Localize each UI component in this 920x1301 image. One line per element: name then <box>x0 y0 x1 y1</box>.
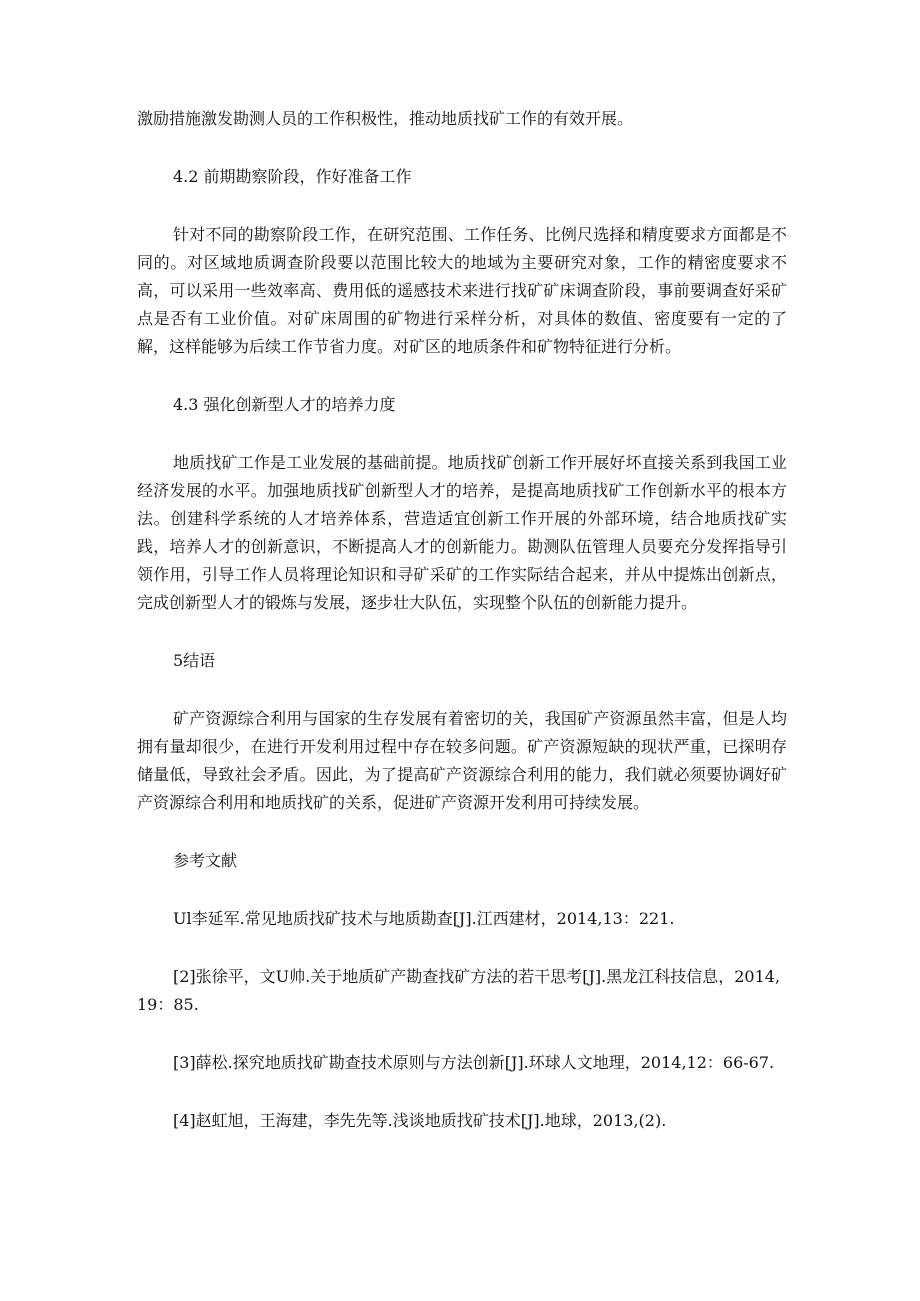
reference-item-1: Ul李延军.常见地质找矿技术与地质勘查[J].江西建材，2014,13：221. <box>173 909 675 928</box>
section-5-heading: 5结语 <box>173 651 216 670</box>
document-page <box>137 105 787 1165</box>
section-4-3-paragraph: 地质找矿工作是工业发展的基础前提。地质找矿创新工作开展好坏直接关系到我国工业经济发展的水平。加强地质找矿创新型人才的培养，是提高地质找矿工作创新水平的根本方法。创建科学系统的人才培养体系，营造适宜创新工作开展的外部环境，结合地质找矿实践，培养人才的创新意识，不断提高人才的创新能力。勘测队伍管理人员要充分发挥指导引领作用，引导工作人员将理论知识和寻矿采矿的工作实际结合起来，并从中提炼出创新点，完成创新型人才的锻炼与发展，逐步壮大队伍，实现整个队伍的创新能力提升。 <box>137 453 787 612</box>
reference-item-4: [4]赵虹旭，王海建，李先先等.浅谈地质找矿技术[J].地球，2013,(2). <box>173 1111 667 1130</box>
section-4-2-paragraph: 针对不同的勘察阶段工作，在研究范围、工作任务、比例尺选择和精度要求方面都是不同的。对区域地质调查阶段要以范围比较大的地域为主要研究对象，工作的精密度要求不高，可以采用一些效率高、费用低的遥感技术来进行找矿矿床调查阶段，事前要调查好采矿点是否有工业价值。对矿床周围的矿物进行采样分析，对具体的数值、密度要有一定的了解，这样能够为后续工作节省力度。对矿区的地质条件和矿物特征进行分析。 <box>137 225 787 356</box>
reference-item-2: [2]张徐平，文U帅.关于地质矿产勘查找矿方法的若干思考[J].黑龙江科技信息，2014,19：85. <box>137 967 781 1014</box>
references-heading: 参考文献 <box>173 851 238 870</box>
intro-continuation-paragraph: 激励措施激发勘测人员的工作积极性，推动地质找矿工作的有效开展。 <box>137 109 634 128</box>
section-5-paragraph: 矿产资源综合利用与国家的生存发展有着密切的关，我国矿产资源虽然丰富，但是人均拥有量却很少，在进行开发利用过程中存在较多问题。矿产资源短缺的现状严重，已探明存储量低，导致社会矛盾。因此，为了提高矿产资源综合利用的能力，我们就必须要协调好矿产资源综合利用和地质找矿的关系，促进矿产资源开发利用可持续发展。 <box>137 709 787 812</box>
section-4-3-heading: 4.3 强化创新型人才的培养力度 <box>173 395 396 414</box>
section-4-2-heading: 4.2 前期勘察阶段，作好准备工作 <box>173 167 412 186</box>
reference-item-3: [3]薛松.探究地质找矿勘查技术原则与方法创新[J].环球人文地理，2014,12：66-67. <box>173 1053 775 1072</box>
